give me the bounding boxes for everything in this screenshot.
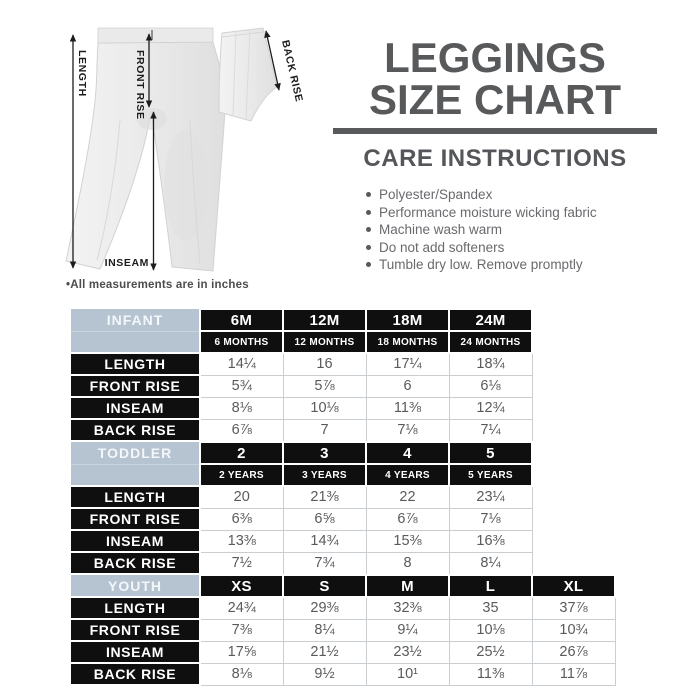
bullet-dot-icon	[366, 192, 371, 197]
measurement-value: 7½	[200, 552, 283, 574]
care-item-text: Machine wash warm	[379, 222, 503, 237]
row-label: FRONT RISE	[71, 375, 200, 397]
size-header: 5	[449, 442, 532, 464]
measurement-value: 15⅜	[366, 530, 449, 552]
measurement-value: 18¾	[449, 353, 532, 375]
size-header: 12M	[283, 309, 366, 331]
measurement-value: 6⅞	[200, 419, 283, 441]
measurement-value: 16⅜	[449, 530, 532, 552]
group-header-spacer	[71, 331, 200, 353]
measurement-value: 35	[449, 597, 532, 619]
age-header: 6 MONTHS	[200, 331, 283, 353]
bullet-dot-icon	[366, 262, 371, 267]
care-item-text: Polyester/Spandex	[379, 187, 493, 202]
table-row	[71, 486, 532, 508]
measurement-value: 10¾	[532, 619, 615, 641]
row-label: INSEAM	[71, 530, 200, 552]
age-header: 2 YEARS	[200, 464, 283, 486]
care-item	[366, 204, 657, 222]
measurement-value: 6⅞	[366, 508, 449, 530]
measurement-value: 8¼	[449, 552, 532, 574]
measurement-value: 6	[366, 375, 449, 397]
length-label: LENGTH	[76, 50, 88, 97]
measurement-value: 10⅛	[283, 397, 366, 419]
row-label: BACK RISE	[71, 552, 200, 574]
measurement-value: 8⅛	[200, 397, 283, 419]
measurement-value: 9¼	[366, 619, 449, 641]
measurement-value: 37⅞	[532, 597, 615, 619]
table-row	[71, 397, 532, 419]
measurement-value: 11⅜	[449, 663, 532, 685]
measurement-value: 21½	[283, 641, 366, 663]
measurement-value: 26⅞	[532, 641, 615, 663]
group-header-spacer	[71, 464, 200, 486]
measurement-value: 6⅝	[283, 508, 366, 530]
table-row	[71, 309, 532, 331]
bullet-dot-icon	[366, 245, 371, 250]
table-row	[71, 619, 615, 641]
age-header: 5 YEARS	[449, 464, 532, 486]
row-label: FRONT RISE	[71, 508, 200, 530]
row-label: INSEAM	[71, 641, 200, 663]
table-row	[71, 419, 532, 441]
age-header: 24 MONTHS	[449, 331, 532, 353]
measurement-value: 6⅜	[200, 508, 283, 530]
measurement-value: 8⅛	[200, 663, 283, 685]
measurement-value: 10⅛	[449, 619, 532, 641]
measurement-value: 7⅛	[366, 419, 449, 441]
size-header: L	[449, 575, 532, 597]
measurement-value: 7¼	[449, 419, 532, 441]
measurement-value: 8¼	[283, 619, 366, 641]
measurements-note: •All measurements are in inches	[66, 279, 249, 291]
measurement-value: 29⅜	[283, 597, 366, 619]
measurement-value: 22	[366, 486, 449, 508]
care-item-text: Performance moisture wicking fabric	[379, 204, 597, 220]
table-row	[71, 530, 532, 552]
table-row	[71, 375, 532, 397]
measurement-value: 21⅜	[283, 486, 366, 508]
table-row	[71, 353, 532, 375]
care-item	[366, 256, 657, 274]
table-row	[71, 663, 615, 685]
measurement-value: 5¾	[200, 375, 283, 397]
row-label: LENGTH	[71, 486, 200, 508]
youth-size-table	[71, 574, 616, 686]
row-label: BACK RISE	[71, 663, 200, 685]
measurement-value: 23½	[366, 641, 449, 663]
measurement-value: 25½	[449, 641, 532, 663]
measurement-value: 6⅛	[449, 375, 532, 397]
care-item	[366, 239, 657, 257]
care-instructions-heading: CARE INSTRUCTIONS	[363, 145, 627, 172]
size-header: S	[283, 575, 366, 597]
measurement-value: 20	[200, 486, 283, 508]
age-header: 4 YEARS	[366, 464, 449, 486]
table-row	[71, 464, 532, 486]
front-rise-label: FRONT RISE	[134, 50, 146, 120]
table-row	[71, 442, 532, 464]
measurement-value: 17¼	[366, 353, 449, 375]
size-header: 18M	[366, 309, 449, 331]
measurement-value: 12¾	[449, 397, 532, 419]
row-label: LENGTH	[71, 597, 200, 619]
care-item-text: Tumble dry low. Remove promptly	[379, 257, 583, 272]
page-title-line-2: SIZE CHART	[369, 76, 621, 123]
group-header-toddler: TODDLER	[71, 442, 200, 464]
measurement-value: 9½	[283, 663, 366, 685]
table-row	[71, 597, 615, 619]
care-item	[366, 221, 657, 239]
care-item	[366, 186, 657, 204]
care-item-text: Do not add softeners	[379, 239, 505, 255]
measurement-value: 7⅜	[200, 619, 283, 641]
inseam-label: INSEAM	[104, 257, 149, 269]
bullet-dot-icon	[366, 210, 371, 215]
measurement-value: 11⅞	[532, 663, 615, 685]
size-header: 24M	[449, 309, 532, 331]
measurement-value: 23¼	[449, 486, 532, 508]
measurement-value: 24¾	[200, 597, 283, 619]
measurement-value: 17⅝	[200, 641, 283, 663]
size-header: 3	[283, 442, 366, 464]
size-header: XL	[532, 575, 615, 597]
measurement-value: 7¾	[283, 552, 366, 574]
leggings-measurement-diagram	[40, 10, 330, 290]
table-row	[71, 552, 532, 574]
measurement-value: 14¾	[283, 530, 366, 552]
size-header: 4	[366, 442, 449, 464]
measurement-value: 10¹	[366, 663, 449, 685]
measurement-value: 11⅜	[366, 397, 449, 419]
title-underline-rule	[333, 128, 657, 134]
age-header: 12 MONTHS	[283, 331, 366, 353]
group-header-youth: YOUTH	[71, 575, 200, 597]
table-row	[71, 575, 615, 597]
measurement-value: 32⅜	[366, 597, 449, 619]
toddler-size-table	[71, 441, 533, 575]
size-header: M	[366, 575, 449, 597]
size-header: 2	[200, 442, 283, 464]
title-block	[333, 34, 657, 274]
row-label: INSEAM	[71, 397, 200, 419]
row-label: BACK RISE	[71, 419, 200, 441]
measurement-value: 7⅛	[449, 508, 532, 530]
infant-size-table	[71, 308, 533, 442]
measurement-value: 13⅜	[200, 530, 283, 552]
back-rise-label: BACK RISE	[279, 38, 305, 104]
measurement-value: 14¼	[200, 353, 283, 375]
size-header: XS	[200, 575, 283, 597]
measurement-value: 7	[283, 419, 366, 441]
row-label: LENGTH	[71, 353, 200, 375]
page-title-line-1: LEGGINGS	[384, 34, 606, 81]
table-row	[71, 641, 615, 663]
measurement-value: 16	[283, 353, 366, 375]
row-label: FRONT RISE	[71, 619, 200, 641]
group-header-infant: INFANT	[71, 309, 200, 331]
care-instructions-list	[333, 186, 657, 274]
age-header: 3 YEARS	[283, 464, 366, 486]
table-row	[71, 508, 532, 530]
bullet-dot-icon	[366, 227, 371, 232]
age-header: 18 MONTHS	[366, 331, 449, 353]
size-header: 6M	[200, 309, 283, 331]
measurement-value: 5⅞	[283, 375, 366, 397]
measurement-value: 8	[366, 552, 449, 574]
table-row	[71, 331, 532, 353]
